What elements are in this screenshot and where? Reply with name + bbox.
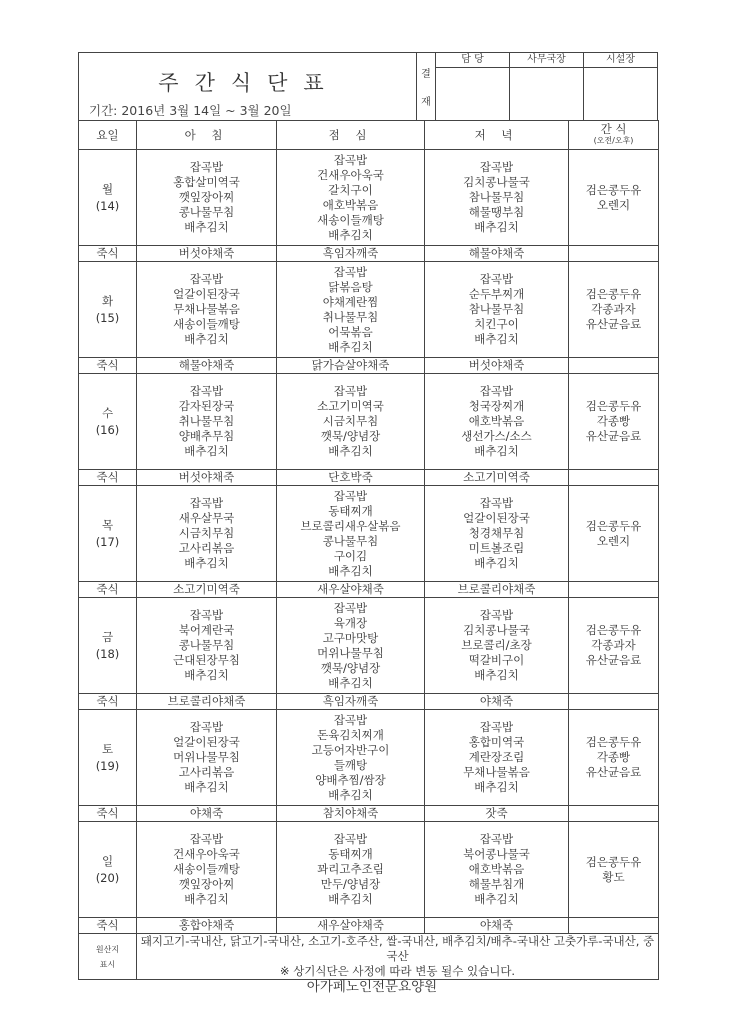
- snack-cell: [569, 486, 659, 582]
- day-date: (20): [95, 870, 120, 885]
- lunch-menu: 잡곡밥 동태찌개 브로콜리새우살볶음 콩나물무침 구이김 배추김치: [300, 488, 401, 578]
- dinner-cell: [425, 486, 569, 582]
- breakfast-cell: [137, 822, 277, 918]
- dinner-cell: [425, 822, 569, 918]
- porridge-cell: 버섯야채죽: [137, 470, 277, 486]
- day-name: 목: [101, 517, 114, 532]
- col-snack: [569, 121, 659, 150]
- porridge-snack-empty: [569, 694, 659, 710]
- menu-table: [78, 120, 659, 980]
- approval-box: [416, 53, 657, 120]
- day-name: 월: [101, 181, 114, 196]
- breakfast-menu: 잡곡밥 홍합살미역국 깻잎장아찌 콩나물무침 배추김치: [173, 160, 240, 234]
- porridge-cell: 해물야채죽: [425, 246, 569, 262]
- day-date: (17): [95, 534, 120, 549]
- signature-box: [584, 68, 657, 120]
- porridge-cell: 야채죽: [137, 806, 277, 822]
- porridge-row: [79, 806, 659, 822]
- approval-roles: [436, 53, 657, 68]
- porridge-cell: 브로콜리야채죽: [425, 582, 569, 598]
- breakfast-menu: 잡곡밥 감자된장국 취나물무침 양배추무침 배추김치: [178, 384, 235, 458]
- col-snack-sub: (오전/오후): [593, 136, 634, 145]
- dinner-menu: 잡곡밥 순두부찌개 참나물무침 치킨구이 배추김치: [468, 272, 525, 346]
- snack-cell: [569, 374, 659, 470]
- origin-label: 원산지 표시: [79, 934, 137, 980]
- breakfast-cell: [137, 150, 277, 246]
- lunch-cell: [277, 710, 425, 806]
- porridge-row: [79, 694, 659, 710]
- col-snack-label: 간 식: [600, 122, 627, 136]
- lunch-cell: [277, 598, 425, 694]
- porridge-label: 죽식: [79, 470, 137, 486]
- porridge-row: [79, 358, 659, 374]
- porridge-cell: 닭가슴살야채죽: [277, 358, 425, 374]
- col-breakfast: 아 침: [137, 121, 277, 150]
- day-row: [79, 710, 659, 806]
- breakfast-cell: [137, 486, 277, 582]
- lunch-menu: 잡곡밥 소고기미역국 시금치무침 깻묵/양념장 배추김치: [317, 384, 384, 458]
- snack-cell: [569, 710, 659, 806]
- lunch-cell: [277, 822, 425, 918]
- breakfast-cell: [137, 710, 277, 806]
- porridge-cell: 소고기미역죽: [137, 582, 277, 598]
- approval-role: 사무국장: [510, 53, 584, 67]
- porridge-row: [79, 582, 659, 598]
- day-name: 수: [101, 405, 114, 420]
- porridge-cell: 버섯야채죽: [425, 358, 569, 374]
- porridge-cell: 야채죽: [425, 918, 569, 934]
- breakfast-menu: 잡곡밥 얼갈이된장국 머위나물무침 고사리볶음 배추김치: [173, 720, 240, 794]
- day-cell: [79, 822, 137, 918]
- porridge-label: 죽식: [79, 806, 137, 822]
- column-header-row: [79, 121, 659, 150]
- porridge-row: [79, 918, 659, 934]
- porridge-cell: 브로콜리야채죽: [137, 694, 277, 710]
- day-name: 금: [101, 629, 114, 644]
- porridge-snack-empty: [569, 806, 659, 822]
- dinner-menu: 잡곡밥 청국장찌개 애호박볶음 생선가스/소스 배추김치: [461, 384, 532, 458]
- signature-box: [510, 68, 584, 120]
- dinner-cell: [425, 598, 569, 694]
- lunch-cell: [277, 150, 425, 246]
- snack-menu: 검은콩두유 각종빵 유산균음료: [585, 735, 642, 779]
- signature-boxes: [436, 68, 657, 120]
- organization-name: 아가페노인전문요양원: [306, 979, 438, 995]
- porridge-snack-empty: [569, 582, 659, 598]
- approval-label-char: 재: [421, 97, 431, 108]
- dinner-cell: [425, 262, 569, 358]
- dinner-menu: 잡곡밥 북어콩나물국 애호박볶음 해물부침개 배추김치: [463, 832, 530, 906]
- signature-box: [436, 68, 510, 120]
- porridge-cell: 새우살야채죽: [277, 918, 425, 934]
- porridge-snack-empty: [569, 470, 659, 486]
- porridge-label: 죽식: [79, 582, 137, 598]
- porridge-row: [79, 470, 659, 486]
- snack-cell: [569, 598, 659, 694]
- day-cell: [79, 486, 137, 582]
- menu-sheet: [78, 52, 658, 980]
- breakfast-menu: 잡곡밥 얼갈이된장국 무채나물볶음 새송이들깨탕 배추김치: [173, 272, 240, 346]
- day-row: [79, 598, 659, 694]
- snack-menu: 검은콩두유 황도: [585, 854, 642, 884]
- breakfast-cell: [137, 598, 277, 694]
- lunch-menu: 잡곡밥 육개장 고구마맛탕 머위나물무침 깻묵/양념장 배추김치: [317, 600, 384, 690]
- day-name: 화: [101, 293, 114, 308]
- day-date: (18): [95, 646, 120, 661]
- porridge-cell: 단호박죽: [277, 470, 425, 486]
- porridge-cell: 잣죽: [425, 806, 569, 822]
- dinner-cell: [425, 710, 569, 806]
- day-date: (15): [95, 310, 120, 325]
- snack-cell: [569, 150, 659, 246]
- day-name: 토: [101, 741, 114, 756]
- day-cell: [79, 598, 137, 694]
- origin-row: [79, 934, 659, 980]
- porridge-cell: 소고기미역죽: [425, 470, 569, 486]
- day-cell: [79, 262, 137, 358]
- lunch-cell: [277, 486, 425, 582]
- snack-cell: [569, 262, 659, 358]
- day-row: [79, 374, 659, 470]
- porridge-cell: 흑임자깨죽: [277, 246, 425, 262]
- lunch-menu: 잡곡밥 닭볶음탕 야채계란찜 취나물무침 어묵볶음 배추김치: [322, 264, 379, 354]
- breakfast-menu: 잡곡밥 건새우아욱국 새송이들깨탕 깻잎장아찌 배추김치: [173, 832, 240, 906]
- porridge-cell: 홍합야채죽: [137, 918, 277, 934]
- approval-role: 담 당: [436, 53, 510, 67]
- day-row: [79, 150, 659, 246]
- period-text: 기간: 2016년 3월 14일 ~ 3월 20일: [89, 103, 292, 118]
- approval-role: 시설장: [606, 54, 635, 65]
- day-cell: [79, 710, 137, 806]
- col-dinner: 저 녁: [425, 121, 569, 150]
- lunch-menu: 잡곡밥 동태찌개 꽈리고추조림 만두/양념장 배추김치: [317, 832, 384, 906]
- breakfast-menu: 잡곡밥 북어계란국 콩나물무침 근대된장무침 배추김치: [173, 608, 240, 682]
- porridge-cell: 새우살야채죽: [277, 582, 425, 598]
- snack-menu: 검은콩두유 각종과자 유산균음료: [585, 623, 642, 667]
- approval-label: [417, 53, 436, 120]
- day-cell: [79, 150, 137, 246]
- porridge-cell: 해물야채죽: [137, 358, 277, 374]
- porridge-label: 죽식: [79, 918, 137, 934]
- porridge-cell: 버섯야채죽: [137, 246, 277, 262]
- approval-label-char: 결: [421, 69, 431, 80]
- dinner-cell: [425, 374, 569, 470]
- porridge-label: 죽식: [79, 694, 137, 710]
- page-title: 주간식단표: [158, 71, 340, 95]
- day-cell: [79, 374, 137, 470]
- day-row: [79, 262, 659, 358]
- lunch-cell: [277, 262, 425, 358]
- porridge-cell: 야채죽: [425, 694, 569, 710]
- porridge-snack-empty: [569, 918, 659, 934]
- lunch-menu: 잡곡밥 건새우아욱국 갈치구이 애호박볶음 새송이들깨탕 배추김치: [317, 152, 384, 242]
- porridge-row: [79, 246, 659, 262]
- day-name: 일: [101, 853, 114, 868]
- lunch-cell: [277, 374, 425, 470]
- dinner-menu: 잡곡밥 홍합미역국 계란장조림 무채나물볶음 배추김치: [463, 720, 530, 794]
- dinner-menu: 잡곡밥 김치콩나물국 브로콜리/초장 떡갈비구이 배추김치: [461, 608, 532, 682]
- dinner-cell: [425, 150, 569, 246]
- snack-menu: 검은콩두유 오렌지: [585, 182, 642, 212]
- day-row: [79, 486, 659, 582]
- porridge-label: 죽식: [79, 358, 137, 374]
- day-date: (16): [95, 422, 120, 437]
- porridge-label: 죽식: [79, 246, 137, 262]
- origin-text: 돼지고기-국내산, 닭고기-국내산, 소고기-호주산, 쌀-국내산, 배추김치/배추-국내산 고춧가루-국내산, 중국산 ※ 상기식단은 사정에 따라 변동 될수 있습니다.: [137, 934, 659, 980]
- col-lunch: 점 심: [277, 121, 425, 150]
- porridge-snack-empty: [569, 358, 659, 374]
- snack-cell: [569, 822, 659, 918]
- snack-menu: 검은콩두유 오렌지: [585, 518, 642, 548]
- sheet-header: [78, 52, 658, 120]
- day-date: (19): [95, 758, 120, 773]
- breakfast-cell: [137, 262, 277, 358]
- dinner-menu: 잡곡밥 김치콩나물국 참나물무침 해물땡부침 배추김치: [463, 160, 530, 234]
- snack-menu: 검은콩두유 각종과자 유산균음료: [585, 287, 642, 331]
- snack-menu: 검은콩두유 각종빵 유산균음료: [585, 399, 642, 443]
- day-date: (14): [95, 198, 120, 213]
- dinner-menu: 잡곡밥 얼갈이된장국 청경채무침 미트볼조림 배추김치: [463, 496, 530, 570]
- porridge-cell: 흑임자깨죽: [277, 694, 425, 710]
- lunch-menu: 잡곡밥 돈육김치찌개 고등어자반구이 들깨탕 양배추찜/쌈장 배추김치: [311, 712, 390, 802]
- breakfast-menu: 잡곡밥 새우살무국 시금치무침 고사리볶음 배추김치: [178, 496, 235, 570]
- porridge-cell: 참치야채죽: [277, 806, 425, 822]
- porridge-snack-empty: [569, 246, 659, 262]
- breakfast-cell: [137, 374, 277, 470]
- day-row: [79, 822, 659, 918]
- col-day: 요일: [79, 121, 137, 150]
